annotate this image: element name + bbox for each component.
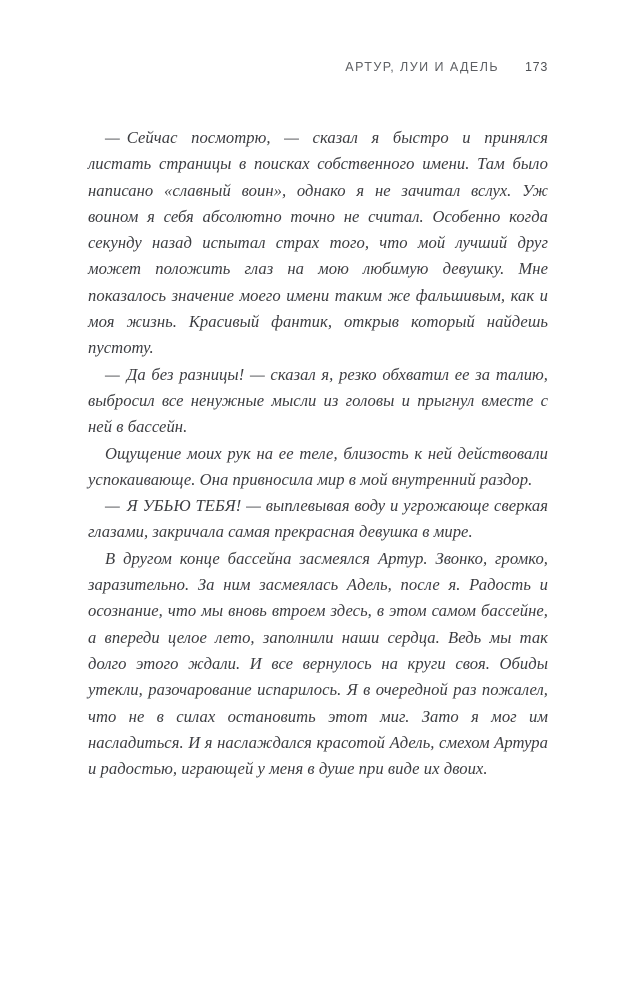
paragraph <box>88 546 548 783</box>
paragraph <box>88 493 548 546</box>
paragraph-text: Да без разницы! — сказал я, резко обхватил ее за талию, выбросил все ненужные мысли из головы и прыгнул вместе с ней в бассейн. <box>88 364 548 437</box>
paragraph-text: Ощущение моих рук на ее теле, близость к ней действовали успокаивающе. Она привносила мир в мой внутренний раздор. <box>88 443 548 489</box>
dialogue-dash-gap <box>120 362 127 388</box>
paragraph <box>88 441 548 494</box>
dialogue-dash: — <box>105 496 120 516</box>
page-number: 173 <box>525 60 548 74</box>
dialogue-dash-gap <box>120 125 127 151</box>
paragraph <box>88 362 548 441</box>
dialogue-dash: — <box>105 128 120 147</box>
paragraph-text: В другом конце бассейна засмеялся Артур. Звонко, громко, заразительно. За ним засмеялась Адель, после я. Радость и осознание, что мы вновь втроем здесь, в этом самом бассейне, а впереди целое лето, заполнили наши сердца. Ведь мы так долго этого ждали. И все вернулось на круги своя. Обиды утекли, разочарование испарилось. Я в очередной раз пожалел, что не в силах остановить этот миг. Зато я мог им насладиться. И я наслаждался красотой Адель, смехом Артура и радостью, играющей у меня в душе при виде их двоих. <box>88 548 548 779</box>
running-head <box>88 60 548 82</box>
body-text <box>88 125 548 782</box>
dialogue-dash-gap <box>120 493 127 519</box>
paragraph-text: Я УБЬЮ ТЕБЯ! — выплевывая воду и угрожающе сверкая глазами, закричала самая прекрасная девушка в мире. <box>88 496 548 542</box>
paragraph <box>88 125 548 362</box>
paragraph-text: Сейчас посмотрю, — сказал я быстро и принялся листать страницы в поисках собственного имени. Там было написано «славный воин», однако я не зачитал вслух. Уж воином я себя абсолютно точно не считал. Особенно когда секунду назад испытал страх того, что мой лучший друг может положить глаз на мою любимую девушку. Мне показалось значение моего имени таким же фальшивым, как и моя жизнь. Красивый фантик, открыв который найдешь пустоту. <box>88 128 548 358</box>
running-head-chapter-title: АРТУР, ЛУИ И АДЕЛЬ <box>345 60 500 74</box>
dialogue-dash: — <box>105 364 120 384</box>
